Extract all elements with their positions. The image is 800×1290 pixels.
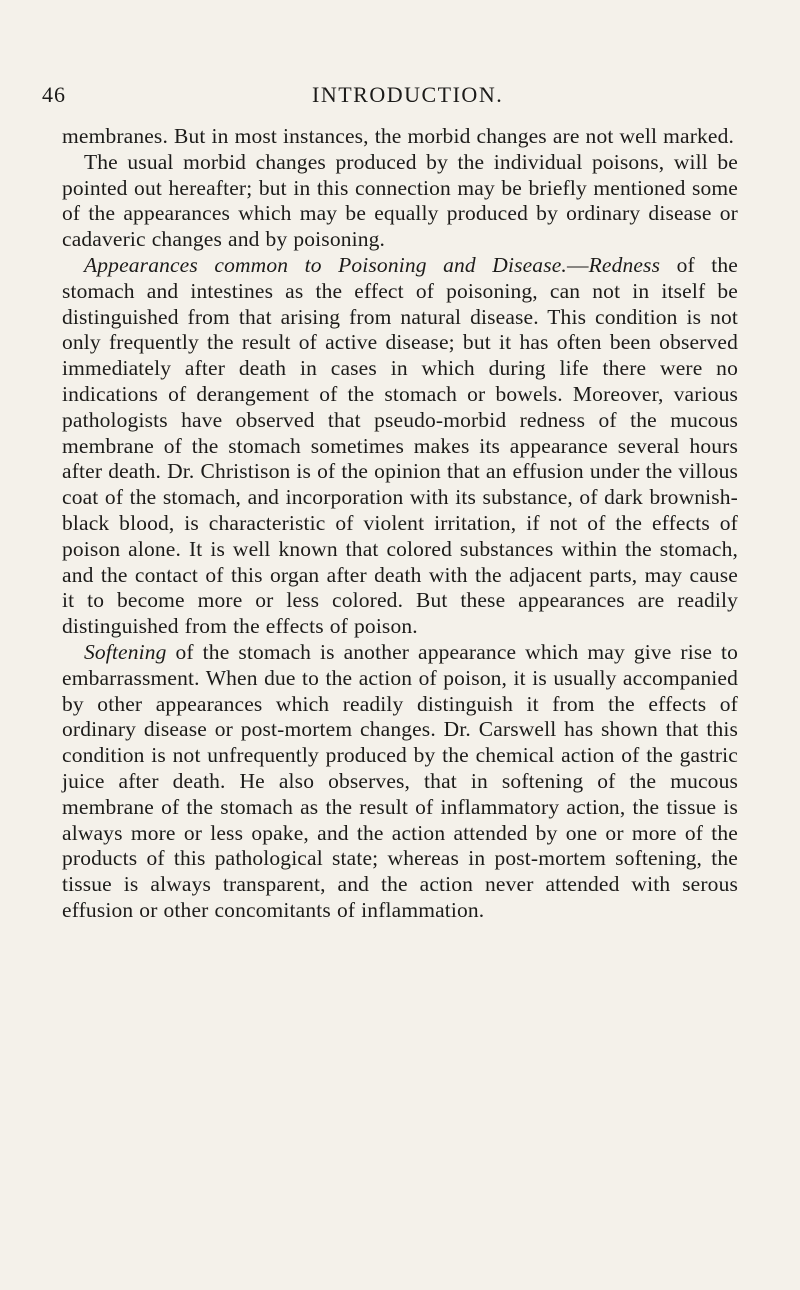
paragraph-1 [62,124,738,150]
term-redness: Redness [588,252,661,277]
em-dash: — [566,252,589,277]
page-number: 46 [42,82,66,107]
paragraph-3 [62,253,738,640]
paragraph-3-text: of the stomach and intestines as the effect of poisoning, can not in itself be distinguished from that arising from natural disease. This condition is not only frequently the result of active disease; but it has often been observed immediately after death in cases in which during life there were no indications of derangement of the stomach or bowels. Moreover, various pathologists have observed that pseudo-morbid redness of the mucous membrane of the stomach sometimes makes its appearance several hours after death. Dr. Christison is of the opinion that an effusion under the villous coat of the stomach, and incorporation with its substance, of dark brownish-black blood, is characteristic of violent irritation, if not of the effects of poison alone. It is well known that colored substances within the stomach, and the contact of this organ after death with the adjacent parts, may cause it to become more or less colored. But these appearances are readily distinguished from the effects of poison. [62,252,738,639]
paragraph-4-text: of the stomach is another appearance which may give rise to embarrassment. When due to the action of poison, it is usually accompanied by other appearances which readily distinguish it from the effects of ordinary disease or post-mortem changes. Dr. Carswell has shown that this condition is not unfrequently produced by the chemical action of the gastric juice after death. He also observes, that in softening of the mucous membrane of the stomach as the result of inflammatory action, the tissue is always more or less opake, and the action attended by one or more of the products of this pathological state; whereas in post-mortem softening, the tissue is always transparent, and the action never attended with serous effusion or other concomitants of inflammation. [62,639,738,922]
running-head [42,82,742,112]
paragraph-2-text: The usual morbid changes produced by the individual poisons, will be pointed out hereafter; but in this connection may be briefly mentioned some of the appearances which may be equally produced by ordinary disease or cadaveric changes and by poisoning. [62,149,738,252]
paragraph-1-text: membranes. But in most instances, the morbid changes are not well marked. [62,124,735,148]
term-softening: Softening [84,639,167,664]
paragraph-4 [62,640,738,924]
section-heading-appearances: Appearances common to Poisoning and Disease. [84,252,567,277]
paragraph-2 [62,150,738,253]
body-text [62,124,738,924]
page-title: INTRODUCTION. [312,82,504,107]
